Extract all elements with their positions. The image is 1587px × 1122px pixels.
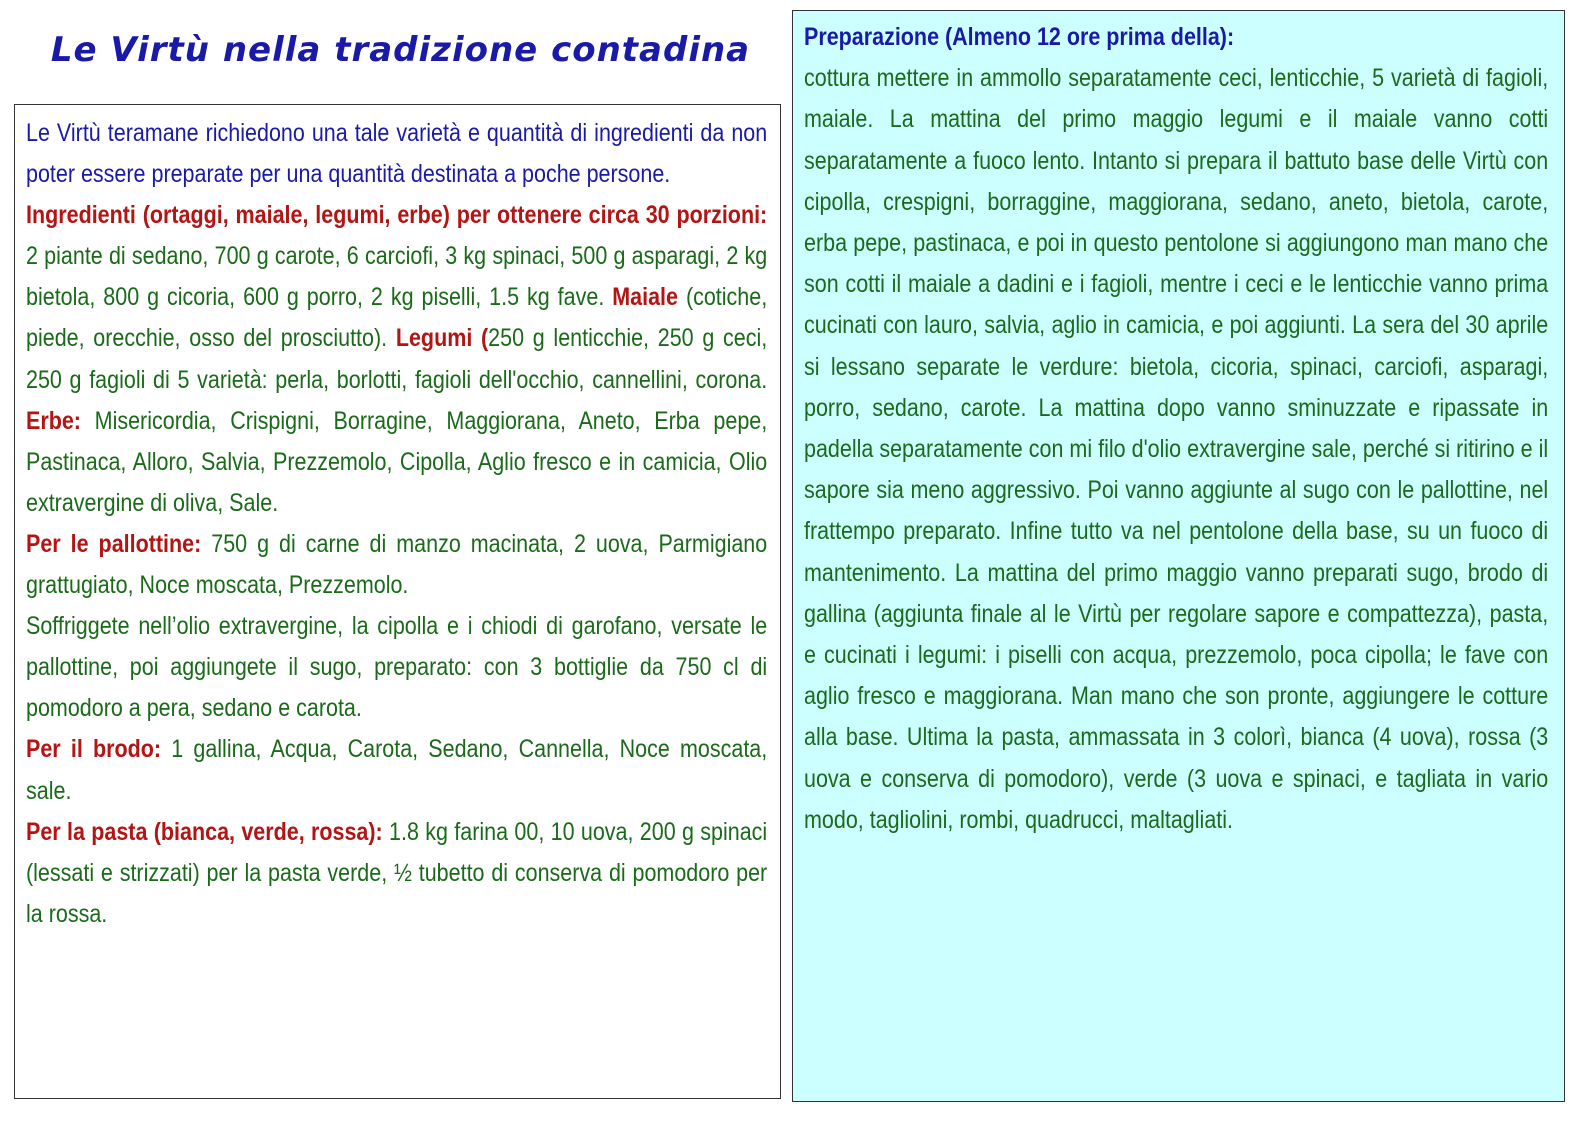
pasta-paragraph <box>26 812 767 935</box>
preparation-heading: Preparazione (Almeno 12 ore prima della): <box>804 23 1235 51</box>
pasta-label: Per la pasta (bianca, verde, rossa): <box>26 817 383 846</box>
erbe-label: Erbe: <box>26 406 81 435</box>
pasta-text: 1.8 kg farina 00, 10 uova, 200 g spinaci (lessati e strizzati) per la pasta verde, ½ tubetto di conserva di pomodoro per la rossa. <box>26 817 768 928</box>
brodo-label: Per il brodo: <box>26 735 162 764</box>
maiale-text: (cotiche, piede, orecchie, osso del prosciutto). <box>26 283 768 353</box>
preparation-heading-paragraph <box>804 17 1548 58</box>
pallottine-method-text: Soffriggete nell’olio extravergine, la cipolla e i chiodi di garofano, versate le pallottine, poi aggiungete il sugo, preparato: con 3 bottiglie da 750 cl di pomodoro a pera, sedano e carota. <box>26 612 768 723</box>
pallottine-method-paragraph <box>26 606 767 729</box>
erbe-text: Misericordia, Crispigni, Borragine, Maggiorana, Aneto, Erba pepe, Pastinaca, Alloro, Salvia, Prezzemolo, Cipolla, Aglio fresco e in camicia, Olio extravergine di oliva, Sale. <box>26 406 768 517</box>
legumi-label: Legumi ( <box>395 324 489 353</box>
maiale-label: Maiale <box>612 283 678 312</box>
intro-text: Le Virtù teramane richiedono una tale varietà e quantità di ingredienti da non poter essere preparate per una quantità destinata a poche persone. <box>26 119 768 189</box>
preparation-panel <box>792 10 1565 1102</box>
pallottine-label: Per le pallottine: <box>26 529 202 558</box>
ingredients-paragraph <box>26 195 767 524</box>
brodo-paragraph <box>26 729 767 811</box>
ingredients-panel <box>14 104 781 1099</box>
page-title: Le Virtù nella tradizione contadina <box>50 30 751 70</box>
ingredients-vegetables-text: 2 piante di sedano, 700 g carote, 6 carciofi, 3 kg spinaci, 500 g asparagi, 2 kg bietola, 800 g cicoria, 600 g porro, 2 kg piselli, 1.5 kg fave. <box>26 242 768 312</box>
brodo-text: 1 gallina, Acqua, Carota, Sedano, Cannella, Noce moscata, sale. <box>26 735 768 805</box>
pallottine-text: 750 g di carne di manzo macinata, 2 uova, Parmigiano grattugiato, Noce moscata, Prezzemolo. <box>26 529 768 600</box>
preparation-paragraph <box>804 58 1548 841</box>
ingredients-label: Ingredienti (ortaggi, maiale, legumi, erbe) per ottenere circa 30 porzioni: <box>26 201 768 230</box>
intro-paragraph <box>26 113 767 195</box>
preparation-text: cottura mettere in ammollo separatamente ceci, lenticchie, 5 varietà di fagioli, maiale. La mattina del primo maggio legumi e il maiale vanno cotti separatamente a fuoco lento. Intanto si prepara il battuto base delle Virtù con cipolla, crespigni, borraggine, maggiorana, sedano, aneto, bietola, carote, erba pepe, pastinaca, e poi in questo pentolone si aggiungono man mano che son cotti il maiale a dadini e i fagioli, mentre i ceci e le lenticchie vanno prima cucinati con lauro, salvia, aglio in camicia, e poi aggiunti. La sera del 30 aprile si lessano separate le verdure: bietola, cicoria, spinaci, carciofi, asparagi, porro, sedano, carote. La mattina dopo vanno sminuzzate e ripassate in padella separatamente con mi filo d'olio extravergine sale, perché si ritirino e il sapore sia meno aggressivo. Poi vanno aggiunte al sugo con le pallottine, nel frattempo preparato. Infine tutto va nel pentolone della base, su un fuoco di mantenimento. La mattina del primo maggio vanno preparati sugo, brodo di gallina (aggiunta finale al le Virtù per regolare sapore e compattezza), pasta, e cucinati i legumi: i piselli con acqua, prezzemolo, poca cipolla; le fave con aglio fresco e maggiorana. Man mano che son pronte, aggiungere le cotture alla base. Ultima la pasta, ammassata in 3 colorì, bianca (4 uova), rossa (3 uova e conserva di pomodoro), verde (3 uova e spinaci, e tagliata in vario modo, tagliolini, rombi, quadrucci, maltagliati. <box>804 64 1549 834</box>
legumi-text: 250 g lenticchie, 250 g ceci, 250 g fagioli di 5 varietà: perla, borlotti, fagioli dell'occhio, cannellini, corona. <box>26 324 768 394</box>
pallottine-paragraph <box>26 524 767 606</box>
